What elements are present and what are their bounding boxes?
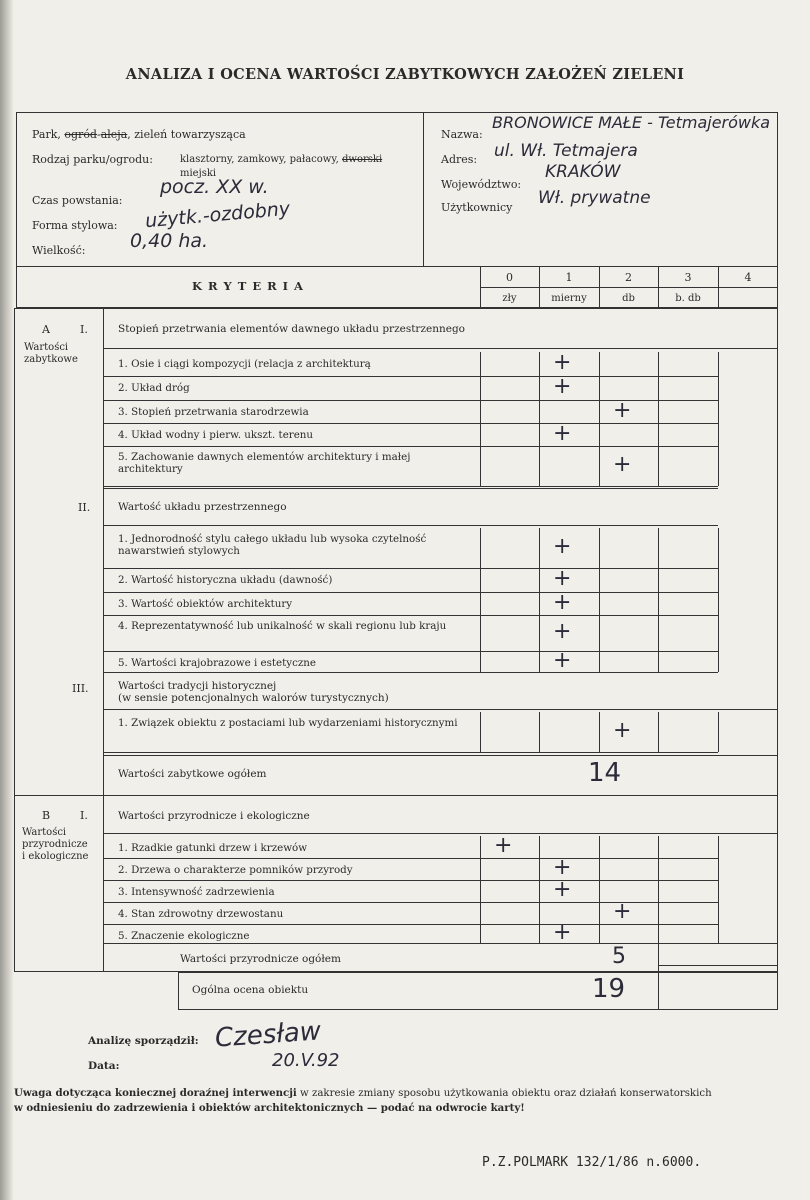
section-a-roman: I. [80, 323, 88, 336]
score-mark: + [553, 374, 572, 399]
scale-number-1: 1 [565, 271, 573, 284]
uzytkownicy-label: Użytkownicy [441, 201, 513, 214]
analyzed-signature: Czesław [214, 1016, 322, 1054]
criterion-label: 1. Jednorodność stylu całego układu lub wysoka czytelność nawarstwień stylowych [118, 533, 427, 557]
score-mark: + [613, 397, 632, 423]
overall-label: Ogólna ocena obiektu [192, 984, 309, 996]
score-mark: + [553, 919, 572, 945]
scale-number-4: 4 [744, 271, 752, 284]
score-mark: + [553, 534, 572, 559]
scale-label-1: mierny [551, 293, 587, 304]
adres-label: Adres: [441, 153, 478, 166]
form-page: ANALIZA I OCENA WARTOŚCI ZABYTKOWYCH ZAŁOŻEŃ ZIELENI Park, ogród-aleja, zieleń towarzysząca Rodzaj parku/ogrodu: klasztorny, zamkowy, pałacowy, dworski miejski Czas powstania: Forma stylowa: Wielkość: pocz. XX w. użytk.-ozdobny 0,40 ha. Nazwa: Adres: Województwo: Użytkownicy BRONOWICE MAŁE - Tetmajerówka ul. Wł. Tetmajera KRAKÓW Wł. prywatne K R Y T E R I A 0 1 2 3 4 zły mierny db b. db A I. Wartości zabytkowe Stopień przetrwania elementów dawnego układu przestrzennego II. Wartość układu przestrzennego III. Wartości tradycji historycznej (w sensie potencjonalnych walorów turystycznych) B I. Wartości przyrodnicze i ekologiczne Wartości przyrodnicze i ekologiczne Wartości zabytkowe ogółem 14 Wartości przyrodnicze ogółem 5 Ogólna ocena obiektu 19 1. Osie i ciągi kompozycji (relacja z architekturą + 2. Układ dróg + 3. Stopień przetrwania starodrzewia + 4. Układ wodny i pierw. ukszt. terenu + 5. Zachowanie dawnych elementów architektury i małej architektury + 1. Jednorodność stylu całego układu lub wysoka czytelność nawarstwień stylowych + 2. Wartość historyczna układu (dawność) + 3. Wartość obiektów architektury + 4. Reprezentatywność lub unikalność w skali regionu lub kraju + 5. Wartości krajobrazowe i estetyczne + 1. Związek obiektu z postaciami lub wydarzeniami historycznymi + 1. Rzadkie gatunki drzew i krzewów + 2. Drzewa o charakterze pomników przyrody + 3. Intensywność zadrzewienia + 4. Stan zdrowotny drzewostanu + 5. Znaczenie ekologiczne + Analizę sporządził: Czesław Data: 20.V.92 Uwaga dotycząca koniecznej doraźnej interwencji w zakresie zmiany sposobu użytkowania obiektu oraz działań konserwatorskich w odniesieniu do zadrzewienia i obiektów architektonicznych — podać na odwrocie karty! P.Z.POLMARK 132/1/86 n.6000. [0, 0, 810, 1200]
criterion-label: 5. Wartości krajobrazowe i estetyczne [118, 657, 316, 669]
wojewodztwo-label: Województwo: [441, 178, 522, 191]
criterion-label: 1. Rzadkie gatunki drzew i krzewów [118, 842, 308, 854]
score-mark: + [553, 877, 572, 902]
score-mark: + [613, 452, 632, 477]
criterion-label: 3. Stopień przetrwania starodrzewia [118, 406, 309, 418]
a-total-label: Wartości zabytkowe ogółem [118, 768, 267, 780]
section-a-letter: A [42, 323, 50, 336]
criterion-label: 4. Układ wodny i pierw. ukszt. terenu [118, 429, 314, 441]
scale-number-2: 2 [625, 271, 632, 284]
section-a-title-2: Wartość układu przestrzennego [118, 501, 287, 513]
score-mark: + [613, 899, 632, 924]
section-b-title-1: Wartości przyrodnicze i ekologiczne [118, 810, 310, 822]
score-mark: + [553, 855, 572, 880]
criterion-label: 5. Znaczenie ekologiczne [118, 930, 250, 942]
section-b-roman: I. [80, 809, 88, 822]
scale-label-0: zły [502, 293, 517, 304]
rodzaj-options-2: miejski [180, 168, 217, 179]
criterion-label: 3. Wartość obiektów architektury [118, 598, 293, 610]
scale-number-3: 3 [684, 271, 692, 284]
intervention-note-line-2: w odniesieniu do zadrzewienia i obiektów architektonicznych — podać na odwrocie karty! [14, 1102, 525, 1114]
scan-edge-shadow [0, 0, 14, 1200]
scale-label-2: db [622, 293, 635, 304]
b-total-value: 5 [612, 944, 626, 969]
criterion-label: 5. Zachowanie dawnych elementów architektury i małej architektury [118, 451, 411, 475]
b-total-label: Wartości przyrodnicze ogółem [180, 953, 341, 965]
criterion-label: 2. Drzewa o charakterze pomników przyrody [118, 864, 353, 876]
section-a-group: Wartości zabytkowe [24, 342, 78, 365]
score-mark: + [553, 420, 572, 446]
uzytkownicy-value: Wł. prywatne [538, 188, 651, 208]
form-title: ANALIZA I OCENA WARTOŚCI ZABYTKOWYCH ZAŁOŻEŃ ZIELENI [125, 66, 685, 83]
park-type-line: Park, ogród-aleja, zieleń towarzysząca [32, 128, 246, 141]
czas-label: Czas powstania: [32, 194, 123, 207]
adres-value: ul. Wł. Tetmajera [494, 141, 638, 161]
nazwa-value: BRONOWICE MAŁE - Tetmajerówka [492, 113, 771, 132]
analyzed-label: Analizę sporządził: [88, 1035, 199, 1047]
a-total-value: 14 [588, 758, 622, 788]
wojewodztwo-value: KRAKÓW [545, 162, 621, 182]
score-mark: + [553, 647, 572, 673]
section-a2-roman: II. [78, 501, 91, 514]
rodzaj-label: Rodzaj parku/ogrodu: [32, 153, 153, 166]
czas-value: pocz. XX w. [160, 176, 269, 198]
score-mark: + [553, 589, 572, 615]
criterion-label: 4. Stan zdrowotny drzewostanu [118, 908, 284, 920]
section-a-title-3a: Wartości tradycji historycznej [118, 680, 277, 692]
score-mark: + [494, 833, 513, 858]
forma-value: użytk.-ozdobny [144, 197, 291, 233]
score-mark: + [553, 350, 572, 375]
date-label: Data: [88, 1060, 120, 1072]
scale-label-3: b. db [675, 293, 701, 304]
score-mark: + [553, 566, 572, 591]
section-b-group: Wartości przyrodnicze i ekologiczne [22, 827, 89, 862]
section-a-title-3b: (w sensie potencjonalnych walorów turystycznych) [118, 692, 389, 704]
kryteria-label: K R Y T E R I A [192, 279, 304, 293]
wielkosc-value: 0,40 ha. [130, 230, 209, 252]
criterion-label: 2. Układ dróg [118, 382, 190, 394]
criterion-label: 1. Związek obiektu z postaciami lub wydarzeniami historycznymi [118, 717, 458, 729]
nazwa-label: Nazwa: [441, 128, 483, 141]
scale-number-0: 0 [506, 271, 513, 284]
intervention-note-line-1: Uwaga dotycząca koniecznej doraźnej interwencji w zakresie zmiany sposobu użytkowania obiektu oraz działań konserwatorskich [14, 1087, 712, 1099]
section-a-title-1: Stopień przetrwania elementów dawnego układu przestrzennego [118, 323, 465, 335]
section-a3-roman: III. [72, 682, 89, 695]
score-mark: + [553, 619, 572, 644]
score-mark: + [613, 718, 632, 743]
criterion-label: 2. Wartość historyczna układu (dawność) [118, 574, 333, 586]
criterion-label: 4. Reprezentatywność lub unikalność w skali regionu lub kraju [118, 620, 447, 632]
wielkosc-label: Wielkość: [32, 244, 86, 257]
criterion-label: 1. Osie i ciągi kompozycji (relacja z architekturą [118, 358, 371, 370]
date-value: 20.V.92 [272, 1050, 340, 1071]
forma-label: Forma stylowa: [32, 219, 118, 232]
overall-value: 19 [592, 974, 626, 1004]
criterion-label: 3. Intensywność zadrzewienia [118, 886, 275, 898]
section-b-letter: B [42, 809, 51, 822]
rodzaj-options: klasztorny, zamkowy, pałacowy, dworski [180, 154, 383, 165]
